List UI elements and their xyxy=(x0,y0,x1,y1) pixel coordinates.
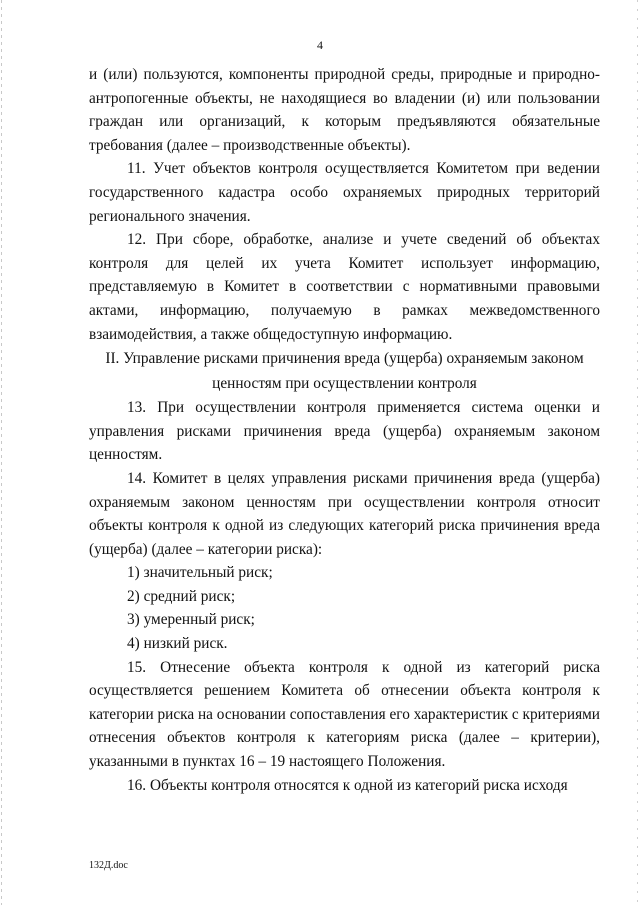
scan-edge-right xyxy=(637,0,638,905)
paragraph-continuation: и (или) пользуются, компоненты природной среды, природные и природно-антропогенные объекты, не находящиеся во владении (и) или пользовании граждан или организаций, к которым предъявляются обязательные требования (далее – производственные объекты). xyxy=(89,66,600,154)
footer-filename: 132Д.doc xyxy=(89,860,128,871)
section-heading-line-1: II. Управление рисками причинения вреда (ущерба) охраняемым законом xyxy=(105,350,584,368)
risk-category-2: 2) средний риск; xyxy=(127,587,236,605)
document-body xyxy=(89,63,600,797)
paragraph-15: 15. Отнесение объекта контроля к одной из категорий риска осуществляется решением Комитета об отнесении объекта контроля к категории риска на основании сопоставления его характеристик с критериями отнесения объектов контроля к категориям риска (далее – критерии), указанными в пунктах 16 – 19 настоящего Положения. xyxy=(89,658,600,771)
risk-category-1: 1) значительный риск; xyxy=(127,564,273,582)
paragraph-13: 13. При осуществлении контроля применяется система оценки и управления рисками причинения вреда (ущерба) охраняемым законом ценностям. xyxy=(89,399,600,464)
section-heading-line-2: ценностям при осуществлении контроля xyxy=(212,375,477,393)
paragraph-16: 16. Объекты контроля относятся к одной из категорий риска исходя xyxy=(127,776,568,794)
risk-category-3: 3) умеренный риск; xyxy=(127,611,255,629)
page-number: 4 xyxy=(317,38,323,52)
paragraph-11: 11. Учет объектов контроля осуществляется Комитетом при ведении государственного кадастра особо охраняемых природных территорий регионального значения. xyxy=(89,160,600,225)
paragraph-14: 14. Комитет в целях управления рисками причинения вреда (ущерба) охраняемым законом ценностям при осуществлении контроля относит объекты контроля к одной из следующих категорий риска причинения вреда (ущерба) (далее – категории риска): xyxy=(89,469,600,558)
paragraph-12: 12. При сборе, обработке, анализе и учете сведений об объектах контроля для целей их учета Комитет использует информацию, представляемую в Комитет в соответствии с нормативными правовыми актами, информацию, получаемую в рамках межведомственного взаимодействия, а также общедоступную информацию. xyxy=(89,231,600,343)
risk-category-4: 4) низкий риск. xyxy=(127,635,228,653)
scan-edge-left xyxy=(1,0,2,905)
section-heading xyxy=(89,346,600,396)
